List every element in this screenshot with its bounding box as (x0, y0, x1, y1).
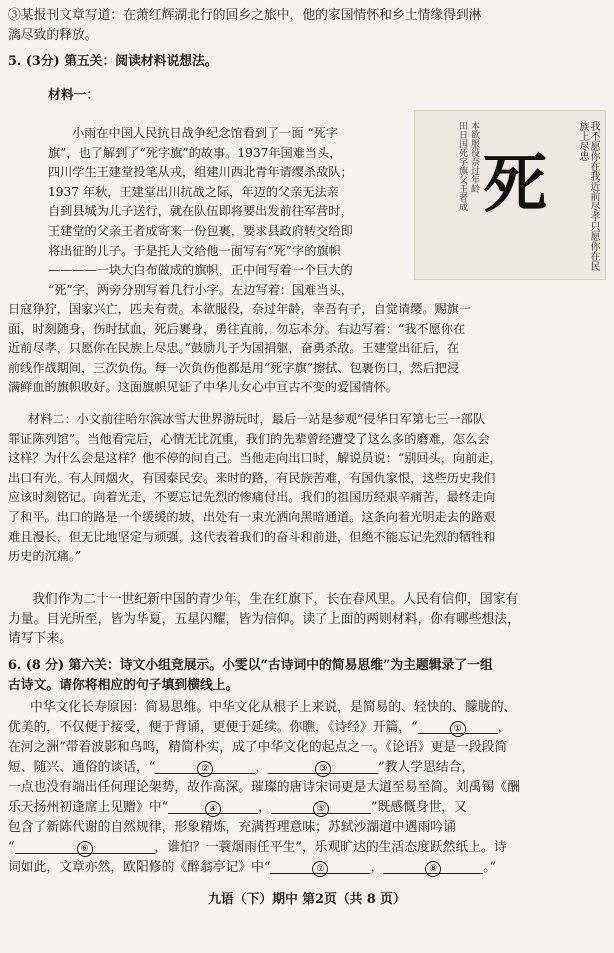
material-1-continued (8, 300, 471, 398)
q4-item3-line1: ③某报刊文章写道：在萧红辉湖北行的回乡之旅中，他的家国情怀和乡土情缘得到淋 (8, 8, 482, 23)
material-1-line: 旗”，也了解到了“死字旗”的故事。1937年国难当头， (48, 145, 342, 160)
blank-number: ③ (315, 761, 331, 777)
material-2-line: 这样？为什么会是这样？他不停的问自己。当他走向出口时，解说员说：“别回头，向前走， (8, 451, 502, 466)
material-1-line: 四川学生王建堂投笔从戎，组建川西北青年请缨杀敌队； (48, 165, 353, 180)
material-1-line: 将出征的儿子。于是托人文给他一面写有“死”字的旗帜 (48, 243, 341, 258)
material-2-line: 了和平。出口的路是一个缓缓的坡，出处有一束光洒向黑暗通道。这条向着光明走去的路艰 (8, 509, 496, 524)
blank-6[interactable] (15, 838, 155, 854)
material-2-line: 难且漫长，但无比地坚定与顽强，这代表着我们的奋斗和前进，但绝不能忘记先烈的牺牲和 (8, 529, 496, 544)
material-1-line: 满鲜血的旗帜收好。这面旗帜见证了中华儿女心中亘古不变的爱国情怀。 (8, 380, 398, 395)
material-1-line: ————一块大白布做成的旗帜，正中间写着一个巨大的 (48, 263, 353, 278)
blank-number: ⑤ (313, 801, 329, 817)
q6-line: 一点也没有端出任何理论架势，故作高深。璀璨的唐诗宋词更是大道至易至简。刘禹锡《酬 (8, 780, 520, 795)
material-1-line: 1937 年秋，王建堂出川抗战之际，年迈的父亲无法亲 (48, 184, 339, 199)
material-1-line: 小雨在中国人民抗日战争纪念馆看到了一面 “死字 (72, 126, 339, 140)
flag-death-character: 死 (483, 147, 547, 222)
blank-number: ⑥ (77, 841, 93, 857)
blank-4[interactable] (168, 798, 258, 814)
material-1-line: 前线作战期间，三次负伤。每一次负伤他都是用“死字旗”擦拭、包裹伤口，然后把浸 (8, 360, 460, 375)
material-2-line: 罪证陈列馆”。当他看完后，心情无比沉重，我们的先辈曾经遭受了这么多的磨难，怎么会 (8, 431, 490, 446)
material-1-text (48, 124, 398, 300)
flag-right-inscription: 我不愿你在我近前尽孝只愿你在民族上尽忠 (577, 121, 599, 271)
q5-prompt (8, 588, 520, 647)
q5-prompt-line: 我们作为二十一世纪新中国的青少年，生在红旗下，长在春风里。人民有信仰，国家有 (32, 592, 519, 607)
blank-2[interactable] (155, 758, 255, 774)
death-flag-image (414, 110, 606, 280)
q6-line: 优美的，不仅便于接受，便于背诵，更便于延续。你瞧，《诗经》开篇，“ ① ， (8, 720, 511, 735)
material-2-line: 应该时刻铭记。向着光走，不要忘记先烈的惨痛付出。我们的祖国历经艰辛痛苦，最终走向 (8, 490, 496, 505)
page-footer: 九语（下）期中 第2页（共 8 页） (208, 892, 406, 907)
material-1-line: 近前尽孝，只愿你在民族上尽忠。”鼓励儿子为国捐躯，奋勇杀敌。王建堂出征后，在 (8, 341, 460, 356)
blank-5[interactable] (271, 798, 371, 814)
blank-3[interactable] (268, 758, 378, 774)
q6-line: 包含了新陈代谢的自然规律，形象精炼，充满哲理意味；苏轼沙湖道中遇雨吟诵 (8, 820, 456, 835)
q6-line: 乐天扬州初逢席上见赠》中“ ④ ， ⑤ ”既感慨身世，又 (8, 800, 468, 815)
flag-mid-inscription: 本欲服役奈过年龄 (469, 121, 479, 193)
material-1-line: 自到县城为儿子送行，就在队伍即将要出发前往军营时， (48, 204, 353, 219)
q6-heading-line2: 古诗文。请你将相应的句子填到横线上。 (8, 678, 239, 693)
q5-prompt-line: 力量。目光所至，皆为华夏，五星闪耀，皆为信仰。读了上面的两则材料，你有哪些想法， (8, 611, 520, 627)
material-1-line: 王建堂的父亲王者成寄来一份包裹，要求县政府转交给即 (48, 223, 353, 238)
material-2-text (8, 410, 502, 567)
q6-line: 在河之洲”带着波影和鸟鸣，精简朴实，成了中华文化的起点之一。《论语》更是一段段简 (8, 740, 508, 755)
material-2-line: 材料二：小文前往哈尔滨冰雪大世界游玩时，最后一站是参观“侵华日军第七三一部队 (28, 412, 486, 426)
material-1-line: 面，时刻随身，伤时拭血，死后裹身，勇往直前，勿忘本分。右边写着：“我不愿你在 (8, 321, 466, 336)
blank-8[interactable] (383, 858, 483, 874)
blank-number: ④ (205, 801, 221, 817)
blank-number: ① (450, 721, 466, 737)
blank-1[interactable] (418, 718, 498, 734)
q5-prompt-line: 请写下来。 (8, 631, 72, 647)
q6-heading-line1: 6. (8 分) 第六关：诗文小组竞展示。小雯以“古诗词中的简易思维”为主题辑录了一组 (8, 658, 493, 673)
q6-line: 词如此，文章亦然，欧阳修的《醉翁亭记》中“ ⑦ ， ⑧ 。” (8, 860, 497, 875)
material-1-label: 材料一： (48, 88, 100, 103)
q6-line: 短、随兴、通俗的谈话，“ ② ， ③ ”教人学思结合， (8, 760, 475, 775)
material-2-line: 出口有光，有人间烟火，有国泰民安。来时的路，有民族苦难，有国仇家恨，这些历史我们 (8, 470, 496, 485)
material-1-line: 日寇狰狞，国家兴亡，匹夫有责。本欲服役，奈过年龄，幸吾有子，自觉请缨。赐旗一 (8, 302, 472, 316)
material-1-line: “死”字，两旁分别写着几行小字。左边写着：国难当头， (48, 282, 353, 297)
blank-number: ② (197, 761, 213, 777)
flag-left-inscription: 田日国死字旗父王者成 (457, 121, 467, 211)
q5-heading: 5. (3分) 第五关：阅读材料说想法。 (8, 54, 218, 69)
q4-item3-line2: 漓尽致的释放。 (8, 28, 98, 43)
blank-number: ⑧ (425, 861, 441, 877)
q6-line: “ ⑥ ，谁怕？一蓑烟雨任平生”，乐观旷达的生活态度跃然纸上。诗 (8, 840, 507, 855)
q6-line: 中华文化长寿原因：简易思维。中华文化从根子上来说，是简易的、轻快的、朦胧的、 (30, 700, 517, 715)
blank-7[interactable] (270, 858, 370, 874)
material-2-line: 历史的沉痛。” (8, 549, 82, 564)
blank-number: ⑦ (312, 861, 328, 877)
